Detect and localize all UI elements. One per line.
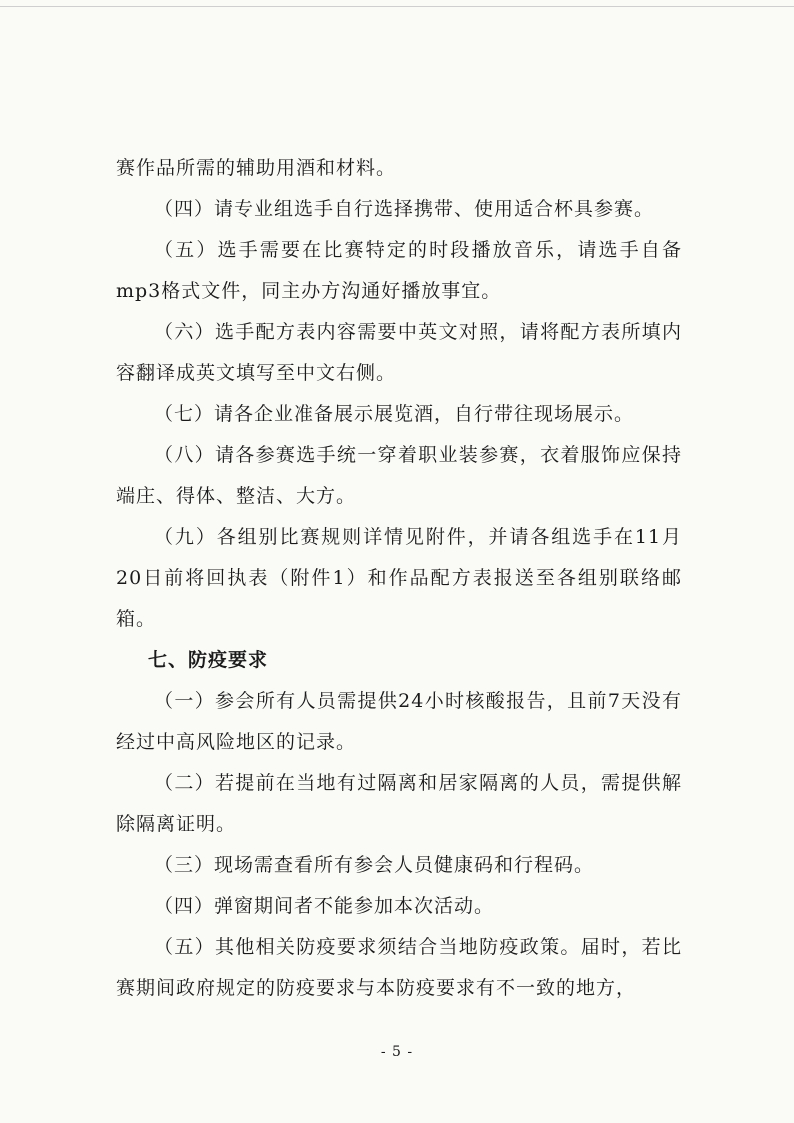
paragraph-item-4: （四）请专业组选手自行选择携带、使用适合杯具参赛。: [154, 198, 655, 220]
paragraph-epidemic-3: （三）现场需查看所有参会人员健康码和行程码。: [154, 854, 595, 876]
paragraph-epidemic-1: （一）参会所有人员需提供24小时核酸报告，且前7天没有经过中高风险地区的记录。: [116, 690, 682, 753]
paragraph-item-8: （八）请各参赛选手统一穿着职业装参赛，衣着服饰应保持端庄、得体、整洁、大方。: [116, 444, 682, 507]
section-heading-epidemic-requirements: 七、防疫要求: [148, 649, 269, 671]
paragraph-continuation: 赛作品所需的辅助用酒和材料。: [116, 157, 397, 179]
page-top-edge: [0, 6, 794, 7]
paragraph-item-5: （五）选手需要在比赛特定的时段播放音乐，请选手自备mp3格式文件，同主办方沟通好播放事宜。: [116, 239, 682, 302]
document-body: [116, 148, 682, 1009]
paragraph-item-6: （六）选手配方表内容需要中英文对照，请将配方表所填内容翻译成英文填写至中文右侧。: [116, 321, 682, 384]
paragraph-epidemic-5: （五）其他相关防疫要求须结合当地防疫政策。届时，若比赛期间政府规定的防疫要求与本防疫要求有不一致的地方，: [116, 936, 682, 999]
page-number: - 5 -: [380, 1044, 414, 1060]
paragraph-epidemic-2: （二）若提前在当地有过隔离和居家隔离的人员，需提供解除隔离证明。: [116, 772, 682, 835]
paragraph-epidemic-4: （四）弹窗期间者不能参加本次活动。: [154, 895, 495, 917]
paragraph-item-7: （七）请各企业准备展示展览酒，自行带往现场展示。: [154, 403, 635, 425]
paragraph-item-9: （九）各组别比赛规则详情见附件，并请各组选手在11月20日前将回执表（附件1）和作品配方表报送至各组别联络邮箱。: [116, 526, 682, 630]
